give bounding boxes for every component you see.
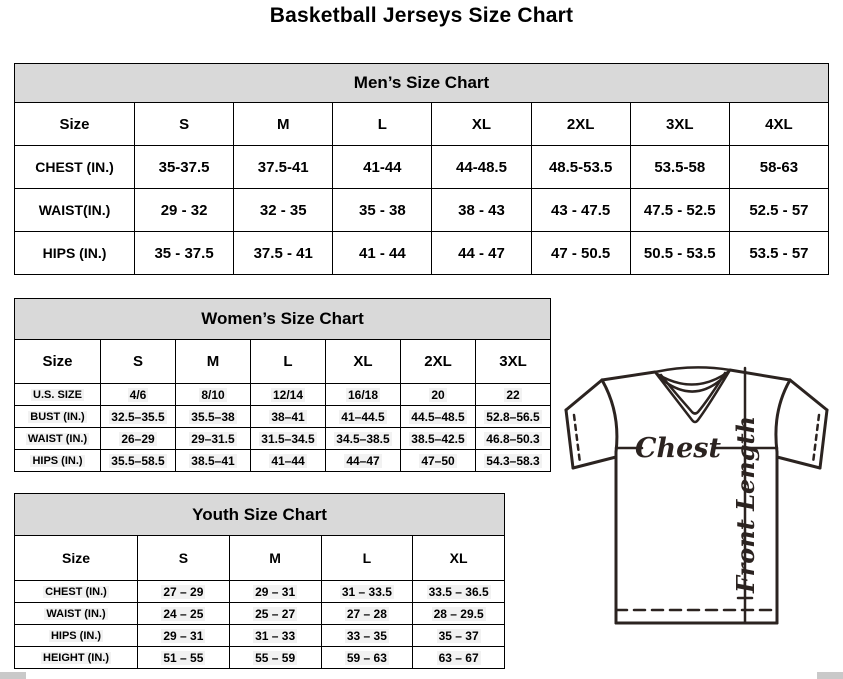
value-cell: 29 – 31 [138, 625, 230, 647]
size-header: M [229, 536, 321, 581]
value-cell: 33 – 35 [321, 625, 413, 647]
value-cell: 35 - 38 [333, 189, 432, 232]
value-cell: 58-63 [729, 146, 828, 189]
value-cell: 47 - 50.5 [531, 232, 630, 275]
row-label: WAIST(IN.) [15, 189, 135, 232]
value-cell: 59 – 63 [321, 647, 413, 669]
row-label: WAIST (IN.) [15, 428, 101, 450]
size-header: 2XL [401, 340, 476, 384]
value-cell: 35.5–38 [176, 406, 251, 428]
value-cell: 27 – 28 [321, 603, 413, 625]
size-header: XL [326, 340, 401, 384]
value-cell: 44 - 47 [432, 232, 531, 275]
row-label: U.S. SIZE [15, 384, 101, 406]
womens-size-chart-table [14, 298, 551, 472]
value-cell: 26–29 [101, 428, 176, 450]
row-label: HIPS (IN.) [15, 232, 135, 275]
front-length-measure-label: Front Length [731, 415, 760, 593]
value-cell: 55 – 59 [229, 647, 321, 669]
mens-size-chart-table [14, 63, 829, 275]
size-header: XL [432, 103, 531, 146]
value-cell: 41 - 44 [333, 232, 432, 275]
value-cell: 63 – 67 [413, 647, 505, 669]
size-header: L [251, 340, 326, 384]
value-cell: 54.3–58.3 [476, 450, 551, 472]
value-cell: 44.5–48.5 [401, 406, 476, 428]
value-cell: 31 – 33.5 [321, 581, 413, 603]
table-title: Women’s Size Chart [15, 299, 551, 340]
value-cell: 35 – 37 [413, 625, 505, 647]
value-cell: 28 – 29.5 [413, 603, 505, 625]
value-cell: 25 – 27 [229, 603, 321, 625]
value-cell: 16/18 [326, 384, 401, 406]
value-cell: 52.5 - 57 [729, 189, 828, 232]
row-label: BUST (IN.) [15, 406, 101, 428]
row-label: HIPS (IN.) [15, 450, 101, 472]
value-cell: 38–41 [251, 406, 326, 428]
size-header: S [135, 103, 234, 146]
table-title: Youth Size Chart [15, 494, 505, 536]
size-header: 4XL [729, 103, 828, 146]
value-cell: 32.5–35.5 [101, 406, 176, 428]
value-cell: 38.5–41 [176, 450, 251, 472]
value-cell: 53.5-58 [630, 146, 729, 189]
value-cell: 46.8–50.3 [476, 428, 551, 450]
youth-size-chart-table [14, 493, 505, 669]
size-col-header: Size [15, 536, 138, 581]
value-cell: 44–47 [326, 450, 401, 472]
value-cell: 20 [401, 384, 476, 406]
row-label: HEIGHT (IN.) [15, 647, 138, 669]
size-col-header: Size [15, 103, 135, 146]
value-cell: 51 – 55 [138, 647, 230, 669]
size-header: S [101, 340, 176, 384]
value-cell: 44-48.5 [432, 146, 531, 189]
value-cell: 52.8–56.5 [476, 406, 551, 428]
value-cell: 37.5-41 [234, 146, 333, 189]
value-cell: 41–44.5 [326, 406, 401, 428]
row-label: WAIST (IN.) [15, 603, 138, 625]
value-cell: 31.5–34.5 [251, 428, 326, 450]
value-cell: 34.5–38.5 [326, 428, 401, 450]
row-label: HIPS (IN.) [15, 625, 138, 647]
value-cell: 29–31.5 [176, 428, 251, 450]
value-cell: 41–44 [251, 450, 326, 472]
size-header: S [138, 536, 230, 581]
value-cell: 35-37.5 [135, 146, 234, 189]
value-cell: 43 - 47.5 [531, 189, 630, 232]
row-label: CHEST (IN.) [15, 146, 135, 189]
value-cell: 31 – 33 [229, 625, 321, 647]
size-header: M [234, 103, 333, 146]
cropped-corner-fragment-left [0, 672, 26, 679]
value-cell: 50.5 - 53.5 [630, 232, 729, 275]
row-label: CHEST (IN.) [15, 581, 138, 603]
value-cell: 41-44 [333, 146, 432, 189]
value-cell: 29 – 31 [229, 581, 321, 603]
value-cell: 22 [476, 384, 551, 406]
value-cell: 38.5–42.5 [401, 428, 476, 450]
value-cell: 48.5-53.5 [531, 146, 630, 189]
value-cell: 29 - 32 [135, 189, 234, 232]
value-cell: 32 - 35 [234, 189, 333, 232]
size-header: XL [413, 536, 505, 581]
value-cell: 38 - 43 [432, 189, 531, 232]
value-cell: 47.5 - 52.5 [630, 189, 729, 232]
chest-measure-label: Chest [635, 433, 721, 464]
jersey-outline-shape [566, 370, 827, 623]
collar-lines [655, 367, 730, 422]
value-cell: 47–50 [401, 450, 476, 472]
size-header: L [333, 103, 432, 146]
value-cell: 24 – 25 [138, 603, 230, 625]
value-cell: 37.5 - 41 [234, 232, 333, 275]
value-cell: 8/10 [176, 384, 251, 406]
jersey-measurement-diagram [556, 360, 842, 628]
size-header: 3XL [476, 340, 551, 384]
cropped-corner-fragment-right [817, 672, 843, 679]
size-header: L [321, 536, 413, 581]
value-cell: 35 - 37.5 [135, 232, 234, 275]
value-cell: 27 – 29 [138, 581, 230, 603]
size-col-header: Size [15, 340, 101, 384]
size-header: 3XL [630, 103, 729, 146]
size-header: 2XL [531, 103, 630, 146]
table-title: Men’s Size Chart [15, 64, 829, 103]
size-header: M [176, 340, 251, 384]
page-title: Basketball Jerseys Size Chart [269, 4, 574, 27]
value-cell: 35.5–58.5 [101, 450, 176, 472]
value-cell: 53.5 - 57 [729, 232, 828, 275]
value-cell: 12/14 [251, 384, 326, 406]
value-cell: 33.5 – 36.5 [413, 581, 505, 603]
value-cell: 4/6 [101, 384, 176, 406]
